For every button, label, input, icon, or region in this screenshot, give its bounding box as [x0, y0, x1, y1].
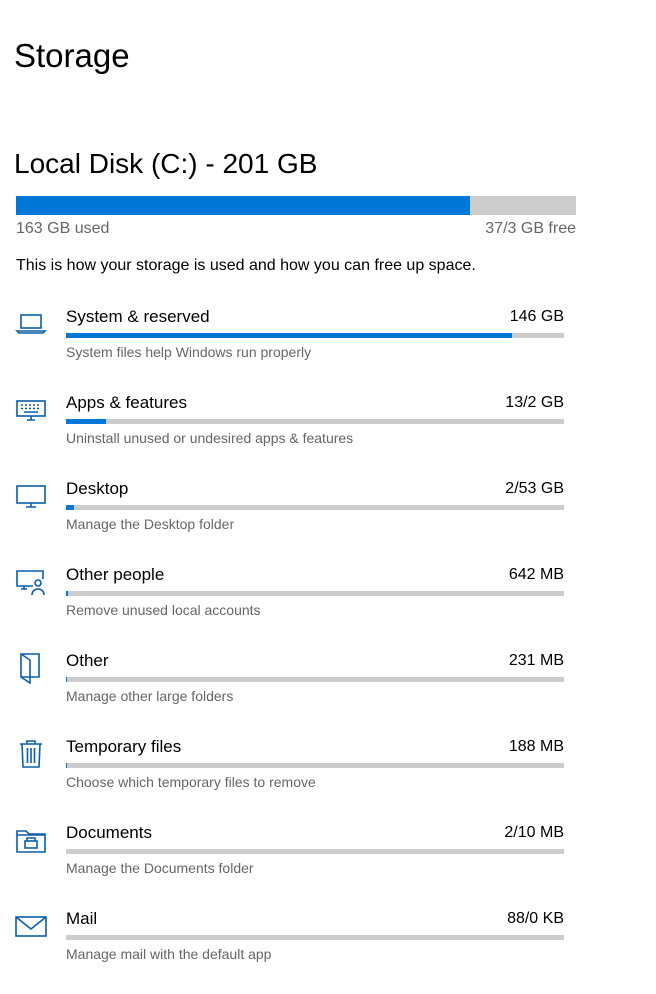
category-description: Manage other large folders: [66, 688, 234, 704]
category-size: 231 MB: [508, 652, 564, 669]
category-other[interactable]: [0, 650, 656, 730]
category-name: Other people: [66, 565, 165, 584]
category-size: 88/0 KB: [507, 910, 564, 927]
category-name: Documents: [66, 823, 152, 842]
disk-used-label: 163 GB used: [16, 220, 110, 237]
category-temporary-files[interactable]: [0, 736, 656, 816]
category-name: Other: [66, 651, 109, 670]
category-usage-bar-fill: [66, 763, 67, 768]
category-name: System & reserved: [66, 307, 210, 326]
category-description: Manage the Desktop folder: [66, 516, 235, 532]
category-documents[interactable]: [0, 822, 656, 902]
disk-title: Local Disk (C:) - 201 GB: [14, 148, 318, 179]
category-usage-bar: [66, 849, 564, 854]
category-name: Temporary files: [66, 737, 182, 756]
category-usage-bar-fill: [66, 677, 67, 682]
category-usage-bar: [66, 419, 564, 424]
trash-icon: [14, 736, 48, 770]
category-usage-bar-fill: [66, 419, 106, 424]
category-usage-bar-fill: [66, 333, 512, 338]
category-size: 188 MB: [508, 738, 564, 755]
category-size: 642 MB: [508, 566, 564, 583]
category-system-reserved[interactable]: [0, 306, 656, 386]
category-usage-bar: [66, 677, 564, 682]
category-size: 13/2 GB: [505, 394, 564, 411]
category-usage-bar: [66, 591, 564, 596]
category-size: 2/10 MB: [504, 824, 564, 841]
category-description: Choose which temporary files to remove: [66, 774, 316, 790]
category-usage-bar: [66, 763, 564, 768]
user-monitor-icon: [14, 564, 48, 598]
category-usage-bar-fill: [66, 591, 68, 596]
laptop-icon: [14, 306, 48, 340]
disk-free-label: 37/3 GB free: [485, 220, 576, 237]
category-other-people[interactable]: [0, 564, 656, 644]
category-description: Uninstall unused or undesired apps & features: [66, 430, 354, 446]
category-usage-bar: [66, 333, 564, 338]
category-mail[interactable]: [0, 908, 656, 988]
category-description: Manage the Documents folder: [66, 860, 254, 876]
keyboard-icon: [14, 392, 48, 426]
category-description: Remove unused local accounts: [66, 602, 261, 618]
category-usage-bar: [66, 935, 564, 940]
intro-text: This is how your storage is used and how you can free up space.: [16, 257, 476, 274]
category-size: 2/53 GB: [505, 480, 564, 497]
category-name: Apps & features: [66, 393, 187, 412]
folder-open-icon: [14, 650, 48, 684]
page-title: Storage: [14, 37, 130, 74]
category-name: Desktop: [66, 479, 129, 498]
category-usage-bar: [66, 505, 564, 510]
documents-folder-icon: [14, 822, 48, 856]
disk-usage-bar-fill: [16, 196, 470, 215]
category-description: Manage mail with the default app: [66, 946, 272, 962]
disk-usage-bar: [16, 196, 576, 215]
category-description: System files help Windows run properly: [66, 344, 312, 360]
category-name: Mail: [66, 909, 98, 928]
category-size: 146 GB: [509, 308, 564, 325]
category-desktop[interactable]: [0, 478, 656, 558]
category-usage-bar-fill: [66, 505, 74, 510]
monitor-icon: [14, 478, 48, 512]
category-apps-features[interactable]: [0, 392, 656, 472]
mail-icon: [14, 908, 48, 942]
